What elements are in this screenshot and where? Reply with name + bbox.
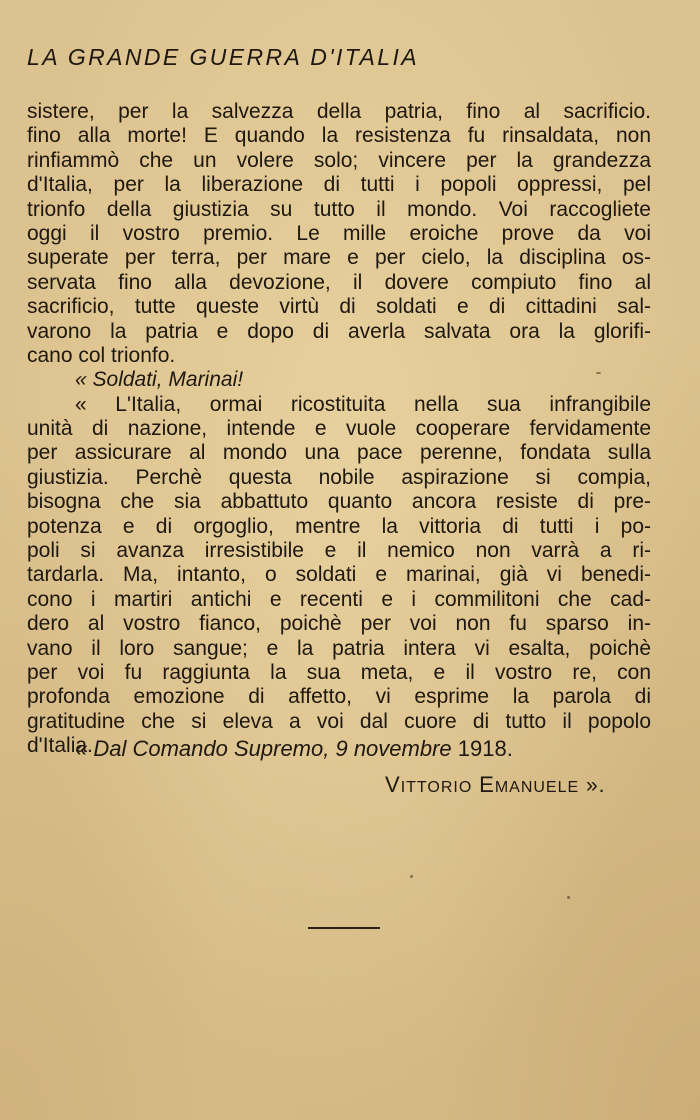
text-line: « L'Italia, ormai ricostituita nella sua infrangibile — [75, 392, 651, 416]
paper-speck — [567, 896, 570, 899]
salutation: « Soldati, Marinai! — [75, 368, 244, 392]
signature-name: MANUELE — [494, 779, 580, 796]
text-line: vano il loro sangue; e la patria intera vi esalta, poichè — [27, 636, 651, 660]
text-line: giustizia. Perchè questa nobile aspirazione si compia, — [27, 465, 651, 489]
text-line: d'Italia, per la liberazione di tutti i popoli oppressi, pel — [27, 173, 651, 197]
text-line: poli si avanza irresistibile e il nemico non varrà a ri- — [27, 539, 651, 563]
body-text — [27, 100, 651, 759]
text-line: servata fino alla devozione, il dovere compiuto fino al — [27, 270, 651, 294]
text-line: d'Italia. — [27, 734, 93, 758]
text-line: gratitudine che si eleva a voi dal cuore di tutto il popolo — [27, 709, 651, 733]
signature-initial: V — [385, 772, 401, 797]
text-line: per voi fu raggiunta la sua meta, e il vostro re, con — [27, 660, 651, 684]
text-line: superate per terra, per mare e per cielo, la disciplina os- — [27, 246, 651, 270]
text-line: fino alla morte! E quando la resistenza fu rinsaldata, non — [27, 124, 651, 148]
text-line: potenza e di orgoglio, mentre la vittoria di tutti i po- — [27, 514, 651, 538]
dateline — [75, 736, 513, 762]
text-line: dero al vostro fianco, poichè per voi non fu sparso in- — [27, 612, 651, 636]
dateline-place: « Dal Comando Supremo, 9 novembre — [75, 736, 452, 761]
paper-speck — [410, 875, 413, 878]
text-line: cono i martiri antichi e recenti e i commilitoni che cad- — [27, 587, 651, 611]
text-line: trionfo della giustizia su tutto il mondo. Voi raccogliete — [27, 197, 651, 221]
paper-speck — [596, 372, 601, 374]
running-head: LA GRANDE GUERRA D'ITALIA — [27, 44, 419, 70]
signature-closing: ». — [579, 774, 606, 797]
text-line: bisogna che sia abbattuto quanto ancora resiste di pre- — [27, 490, 651, 514]
text-line: varono la patria e dopo di averla salvata ora la glorifi- — [27, 319, 651, 343]
text-line: per assicurare al mondo una pace perenne, fondata sulla — [27, 441, 651, 465]
section-divider — [308, 927, 380, 929]
signature-name: ITTORIO — [400, 779, 473, 796]
text-line: profonda emozione di affetto, vi esprime la parola di — [27, 685, 651, 709]
text-line: cano col trionfo. — [27, 343, 176, 367]
text-line: unità di nazione, intende e vuole cooperare fervidamente — [27, 417, 651, 441]
text-line: oggi il vostro premio. Le mille eroiche prove da voi — [27, 221, 651, 245]
text-line: sacrificio, tutte queste virtù di soldati e di cittadini sal- — [27, 295, 651, 319]
text-line: sistere, per la salvezza della patria, fino al sacrificio. — [27, 100, 651, 123]
text-line: tardarla. Ma, intanto, o soldati e marinai, già vi benedi- — [27, 563, 651, 587]
paragraph-1 — [27, 100, 651, 368]
signature — [385, 772, 606, 798]
paragraph-2 — [27, 393, 651, 759]
text-line: rinfiammò che un volere solo; vincere per la grandezza — [27, 148, 651, 172]
signature-initial: E — [479, 772, 495, 797]
dateline-year: 1918. — [457, 736, 513, 761]
